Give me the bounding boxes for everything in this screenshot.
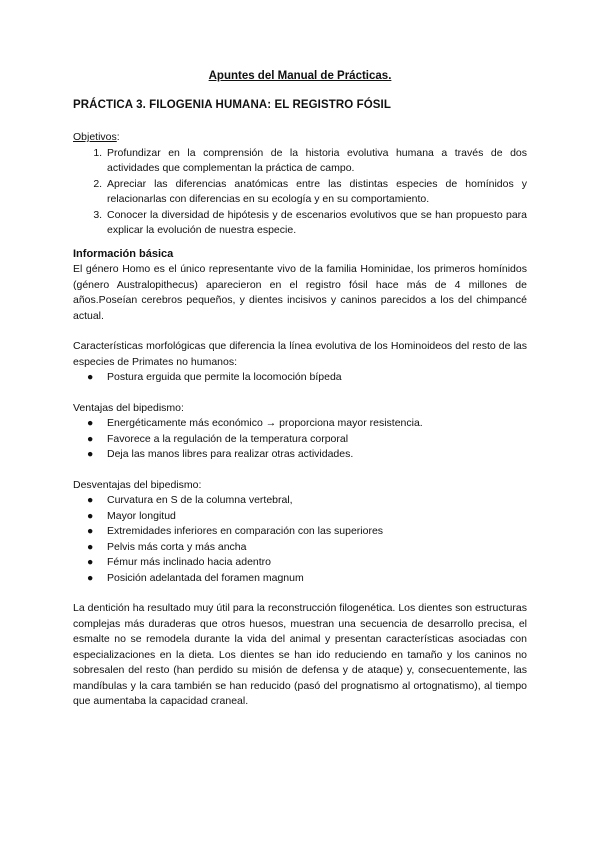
list-item: ● Posición adelantada del foramen magnum [73, 571, 527, 587]
list-item: ● Deja las manos libres para realizar otras actividades. [73, 447, 527, 463]
bullet-icon: ● [87, 432, 94, 445]
morphology-list [73, 370, 527, 386]
morphology-intro: Características morfológicas que diferencia la línea evolutiva de los Hominoideos del resto de las especies de Primates no humanos: [73, 340, 527, 368]
advantages-list [73, 416, 527, 463]
list-item: ● Extremidades inferiores en comparación con las superiores [73, 524, 527, 540]
bullet-icon: ● [87, 571, 94, 584]
objectives-list [73, 146, 527, 239]
objective-item: 2. Apreciar las diferencias anatómicas entre las distintas especies de homínidos y relacionarlas con diferencias en su ecología y en su comportamiento. [105, 177, 527, 208]
bullet-icon: ● [87, 556, 94, 568]
document-body [73, 130, 527, 710]
list-item: ● Curvatura en S de la columna vertebral, [73, 493, 527, 509]
bullet-icon: ● [87, 525, 94, 537]
objectives-heading: Objetivos: [73, 131, 120, 143]
section-title: PRÁCTICA 3. FILOGENIA HUMANA: EL REGISTRO FÓSIL [73, 99, 391, 111]
bullet-icon: ● [87, 417, 94, 429]
list-item: ● Energéticamente más económico → proporciona mayor resistencia. [73, 416, 527, 432]
basic-info-paragraph: El género Homo es el único representante vivo de la familia Hominidae, los primeros homínidos (género Australopithecus) aparecieron en el registro fósil hace más de 4 millones de años.Poseían cerebros pequeños, y dientes incisivos y caninos parecidos a los del chimpancé actual. [73, 263, 527, 322]
bullet-icon: ● [87, 448, 94, 460]
list-item: ● Fémur más inclinado hacia adentro [73, 555, 527, 571]
list-item: ● Postura erguida que permite la locomoción bípeda [73, 370, 527, 386]
objective-item: 3. Conocer la diversidad de hipótesis y de escenarios evolutivos que se han propuesto para explicar la evolución de nuestra especie. [105, 208, 527, 239]
document-title: Apuntes del Manual de Prácticas. [208, 70, 392, 82]
bullet-icon: ● [87, 371, 94, 383]
advantages-heading: Ventajas del bipedismo: [73, 401, 184, 414]
bullet-icon: ● [87, 509, 94, 522]
bullet-icon: ● [87, 494, 94, 506]
dentition-paragraph: La dentición ha resultado muy útil para la reconstrucción filogenética. Los dientes son estructuras complejas más duraderas que otros huesos, muestran una secuencia de desarrollo precisa, el esmalte no se remodela durante la vida del animal y presentan características asociadas con especializaciones en la dieta. Los dientes se han ido reduciendo en tamaño y los caninos no sobresalen del resto (han perdido su misión de defensa y de ataque) y, consecuentemente, las mandíbulas y la cara también se han reducido (pasó del prognatismo al ortognatismo), al tiempo que aumentaba la capacidad craneal. [73, 602, 527, 707]
disadvantages-list [73, 493, 527, 586]
list-item: ● Pelvis más corta y más ancha [73, 540, 527, 556]
objective-item: 1. Profundizar en la comprensión de la historia evolutiva humana a través de dos actividades que complementan la práctica de campo. [105, 146, 527, 177]
list-item: ● Favorece a la regulación de la temperatura corporal [73, 432, 527, 448]
bullet-icon: ● [87, 540, 94, 553]
list-item: ● Mayor longitud [73, 509, 527, 525]
disadvantages-heading: Desventajas del bipedismo: [73, 478, 202, 491]
basic-info-heading: Información básica [73, 247, 174, 260]
